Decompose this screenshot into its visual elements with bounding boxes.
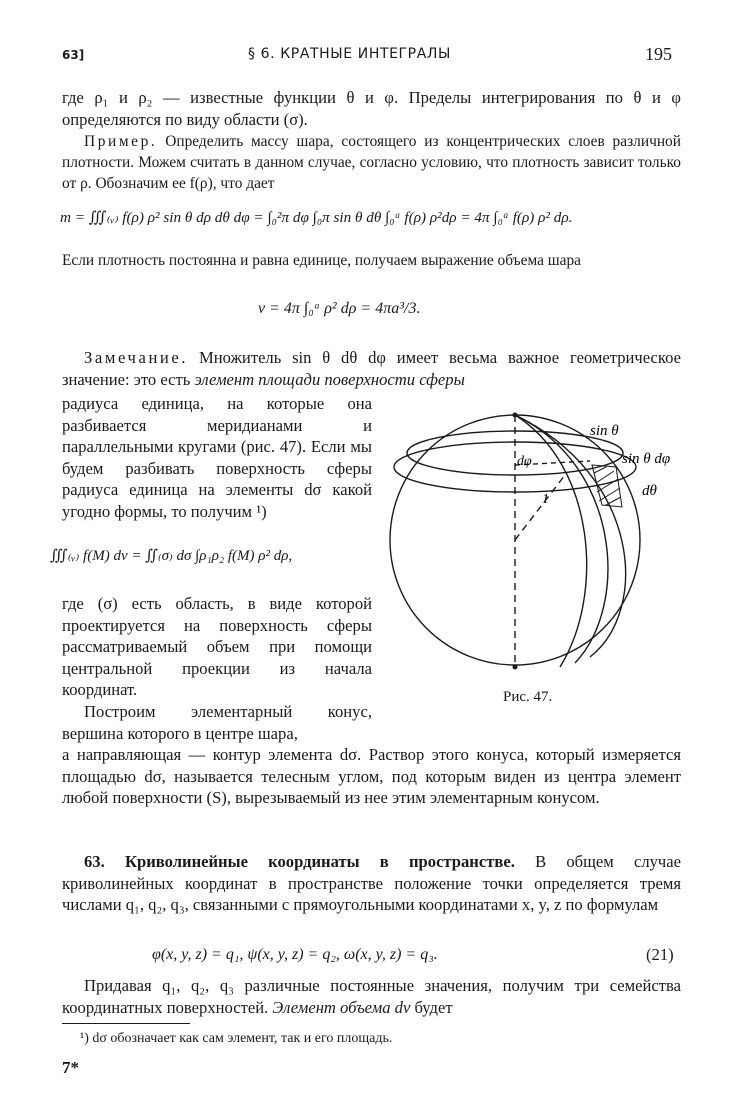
example-label: Пример.	[84, 133, 158, 150]
figure-caption: Рис. 47.	[503, 689, 553, 705]
label-sin: sin θ	[590, 423, 619, 439]
label-dphi: dφ	[517, 454, 532, 469]
para-last-text: Придавая q₁, q₂, q₃ различные постоянные значения, получим три семейства координатных поверхностей.	[62, 976, 681, 1017]
header-section-number: 63]	[62, 48, 85, 62]
formula-mass: m = ∭₍ᵥ₎ f(ρ) ρ² sin θ dρ dθ dφ = ∫₀²π dφ ∫₀π sin θ dθ ∫₀ᵃ f(ρ) ρ²dρ = 4π ∫₀ᵃ f(ρ) ρ² dρ.	[60, 209, 573, 226]
para-cone: а направляющая — контур элемента dσ. Раствор этого конуса, который измеряется площадью dσ, называется телесным углом, под которым виден из центра элемент любой поверхности (S), вырезываемый из нее этим элементарным конусом.	[62, 745, 681, 807]
remark-continued: радиуса единица, на которые она разбивается меридианами и параллельными кругами (рис. 47). Если мы будем разбивать поверхность сферы радиуса единица на элементы dσ какой угодно формы, то получим ¹)	[62, 394, 372, 521]
remark-paragraph	[62, 347, 681, 391]
radius-line	[515, 475, 565, 540]
header-title: § 6. КРАТНЫЕ ИНТЕГРАЛЫ	[248, 46, 451, 62]
label-sin-dphi: sin θ dφ	[622, 451, 671, 467]
formula-21-number: (21)	[646, 945, 674, 964]
para-last-italic: Элемент объема dv	[272, 997, 411, 1017]
remark-label: Замечание.	[84, 348, 189, 367]
footnote-rule	[62, 1023, 190, 1024]
para-cone-start-text: Построим элементарный конус, вершина которого в центре шара,	[62, 702, 372, 743]
example-paragraph	[62, 131, 681, 194]
label-one: 1	[542, 492, 549, 507]
sphere-figure	[380, 395, 700, 680]
section-63-heading: 63. Криволинейные координаты в пространстве.	[84, 852, 515, 871]
para-last-tail: будет	[414, 997, 453, 1017]
example-text: Определить массу шара, состоящего из концентрических слоев различной плотности. Можем считать в данном случае, согласно условию, что плотность зависит только от ρ. Обозначим ее f(ρ), что дает	[62, 133, 681, 192]
para-limits: где ρ₁ и ρ₂ — известные функции θ и φ. Пределы интегрирования по θ и φ определяются по виду области (σ).	[62, 88, 681, 129]
section-63-text: В общем случае криволинейных координат в пространстве положение точки определяется тремя числами q₁, q₂, q₃, связанными с прямоугольными координатами x, y, z по формулам	[62, 852, 681, 914]
signature-mark: 7*	[62, 1058, 79, 1077]
footnote: ¹) dσ обозначает как сам элемент, так и его площадь.	[80, 1031, 393, 1046]
formula-volume: v = 4π ∫₀ᵃ ρ² dρ = 4πa³/3.	[258, 300, 421, 317]
meridian-1	[515, 415, 587, 667]
para-density: Если плотность постоянна и равна единице, получаем выражение объема шара	[62, 252, 581, 269]
page-number: 195	[645, 44, 672, 64]
para-cone-start	[62, 701, 372, 744]
label-dtheta: dθ	[642, 483, 657, 499]
meridian-2	[515, 415, 608, 663]
formula-triple: ∭₍ᵥ₎ f(M) dv = ∬₍σ₎ dσ ∫ρ₁ρ₂ f(M) ρ² dρ,	[50, 548, 293, 564]
remark-text: Множитель sin θ dθ dφ имеет весьма важное геометрическое значение: это есть	[62, 348, 681, 389]
para-last	[62, 975, 681, 1018]
formula-21: φ(x, y, z) = q₁, ψ(x, y, z) = q₂, ω(x, y, z) = q₃.	[152, 946, 438, 963]
remark-italic: элемент площади поверхности сферы	[194, 369, 465, 389]
section-63-paragraph	[62, 851, 681, 916]
para-sigma: где (σ) есть область, в виде которой проектируется на поверхность сферы рассматриваемый объем при помощи центральной проекции из начала координат.	[62, 594, 372, 699]
